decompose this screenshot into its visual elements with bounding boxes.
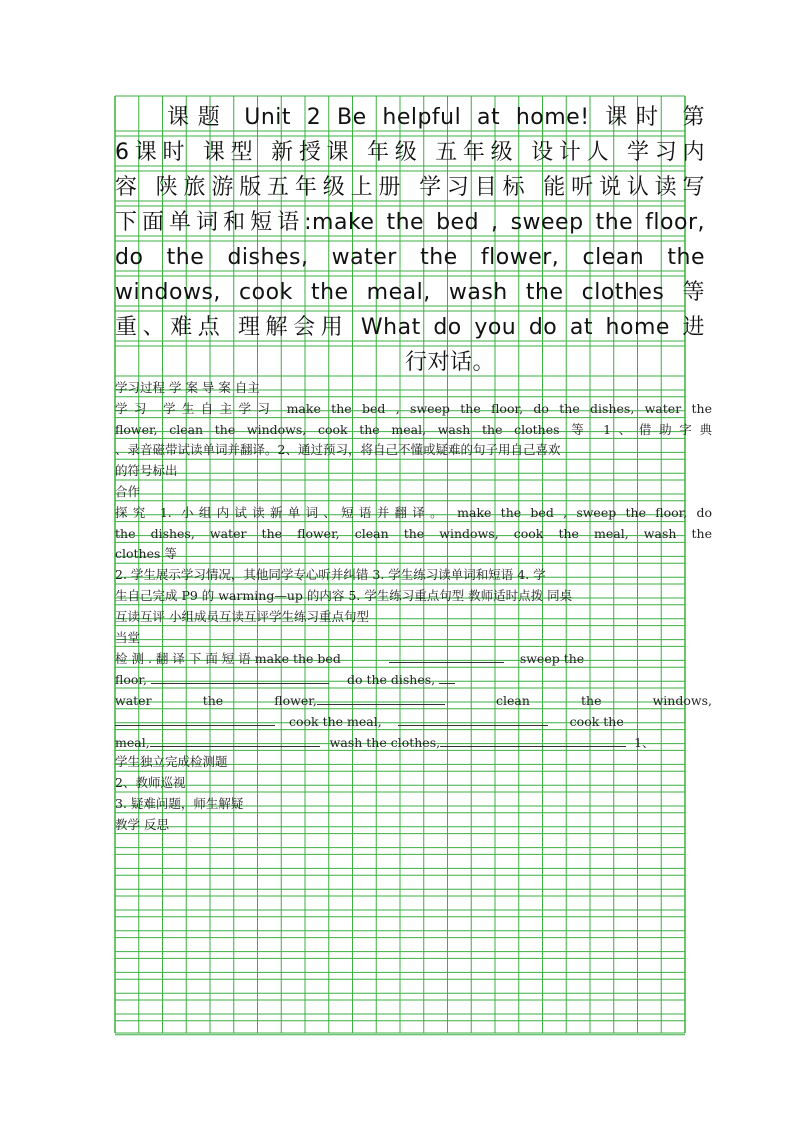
body-line-6: 合作 bbox=[115, 483, 141, 499]
exercise-phrase: floor, bbox=[115, 672, 147, 688]
title-line-7: 重、难点 理解会用 What do you do at home 进 bbox=[115, 315, 705, 340]
answer-blank[interactable] bbox=[439, 669, 455, 684]
tail-line-3: 3. 疑难问题，师生解疑 bbox=[115, 795, 244, 811]
body-line-11: 生自己完成 P9 的 warming—up 的内容 5. 学生练习重点句型 教师适时点拨 同桌 bbox=[115, 587, 573, 603]
body-line-9: clothes 等 bbox=[115, 546, 177, 562]
answer-blank[interactable] bbox=[115, 711, 275, 726]
title-line-3: 容 陕旅游版五年级上册 学习目标 能听说认读写 bbox=[115, 175, 705, 200]
exercise-intro: 检 测 . 翻 译 下 面 短 语 make the bed bbox=[115, 651, 341, 667]
answer-blank[interactable] bbox=[317, 690, 445, 705]
tail-line-4: 教学 反思 bbox=[115, 816, 169, 832]
answer-blank[interactable] bbox=[150, 732, 320, 747]
body-line-12: 互读互评 小组成员互读互评学生练习重点句型 bbox=[115, 608, 369, 624]
exercise-word: the bbox=[202, 692, 224, 708]
title-line-1: 课题 Unit 2 Be helpful at home! 课时 第 bbox=[167, 105, 705, 130]
body-line-8: the dishes, water the flower, clean the windows, cook the meal, wash the bbox=[115, 525, 712, 541]
exercise-phrase: cook the meal, bbox=[288, 713, 382, 729]
title-line-5: do the dishes, water the flower, clean the bbox=[115, 245, 705, 270]
title-line-4: 下面单词和短语:make the bed , sweep the floor, bbox=[115, 210, 705, 235]
exercise-word: clean bbox=[495, 692, 530, 708]
lesson-body-block bbox=[115, 378, 712, 836]
exercise-phrase: windows, bbox=[652, 692, 712, 708]
exercise-line-1 bbox=[115, 648, 712, 669]
body-line-5: 的符号标出 bbox=[115, 463, 178, 479]
body-line-3: flower, clean the windows, cook the meal, wash the clothes 等 1、借助字典 bbox=[115, 421, 712, 437]
exercise-line-5 bbox=[115, 732, 712, 753]
exercise-line-3 bbox=[115, 690, 712, 711]
exercise-phrase: sweep the bbox=[519, 651, 585, 667]
exercise-phrase: wash the clothes, bbox=[329, 734, 441, 750]
exercise-phrase: cook the bbox=[569, 713, 624, 729]
answer-blank[interactable] bbox=[398, 711, 548, 726]
lesson-title-block bbox=[115, 100, 705, 380]
exercise-line-4 bbox=[115, 711, 712, 732]
title-line-6: windows, cook the meal, wash the clothes 等 bbox=[115, 280, 705, 305]
body-line-1: 学习过程 学 案 导 案 自主 bbox=[115, 380, 260, 395]
exercise-word: water bbox=[115, 692, 152, 708]
title-line-2: 6课时 课型 新授课 年级 五年级 设计人 学习内 bbox=[115, 140, 705, 165]
tail-line-2: 2、教师巡视 bbox=[115, 775, 186, 791]
body-line-2: 学习 学生自主学习 make the bed , sweep the floor, do the dishes, water the bbox=[115, 400, 712, 416]
body-line-4: 、录音磁带试读单词并翻译。2、通过预习，将自己不懂或疑难的句子用自己喜欢 bbox=[115, 442, 561, 458]
exercise-phrase: do the dishes, bbox=[346, 672, 436, 688]
title-line-8: 行对话。 bbox=[404, 350, 495, 375]
exercise-line-2 bbox=[115, 669, 712, 690]
exercise-phrase: meal, bbox=[115, 734, 150, 750]
exercise-phrase: 1、 bbox=[634, 734, 655, 750]
exercise-word: the bbox=[581, 692, 602, 708]
answer-blank[interactable] bbox=[389, 648, 504, 663]
tail-line-1: 学生独立完成检测题 bbox=[115, 754, 228, 770]
body-line-13: 当堂 bbox=[115, 629, 141, 645]
answer-blank[interactable] bbox=[151, 669, 329, 684]
answer-blank[interactable] bbox=[440, 732, 626, 747]
exercise-phrase: flower, bbox=[274, 692, 317, 708]
body-line-7: 探究 1. 小组内试读新单词、短语并翻译。 make the bed , sweep the floor, do bbox=[115, 504, 712, 520]
body-line-10: 2. 学生展示学习情况，其他同学专心听并纠错 3. 学生练习读单词和短语 4. 学 bbox=[115, 567, 546, 583]
